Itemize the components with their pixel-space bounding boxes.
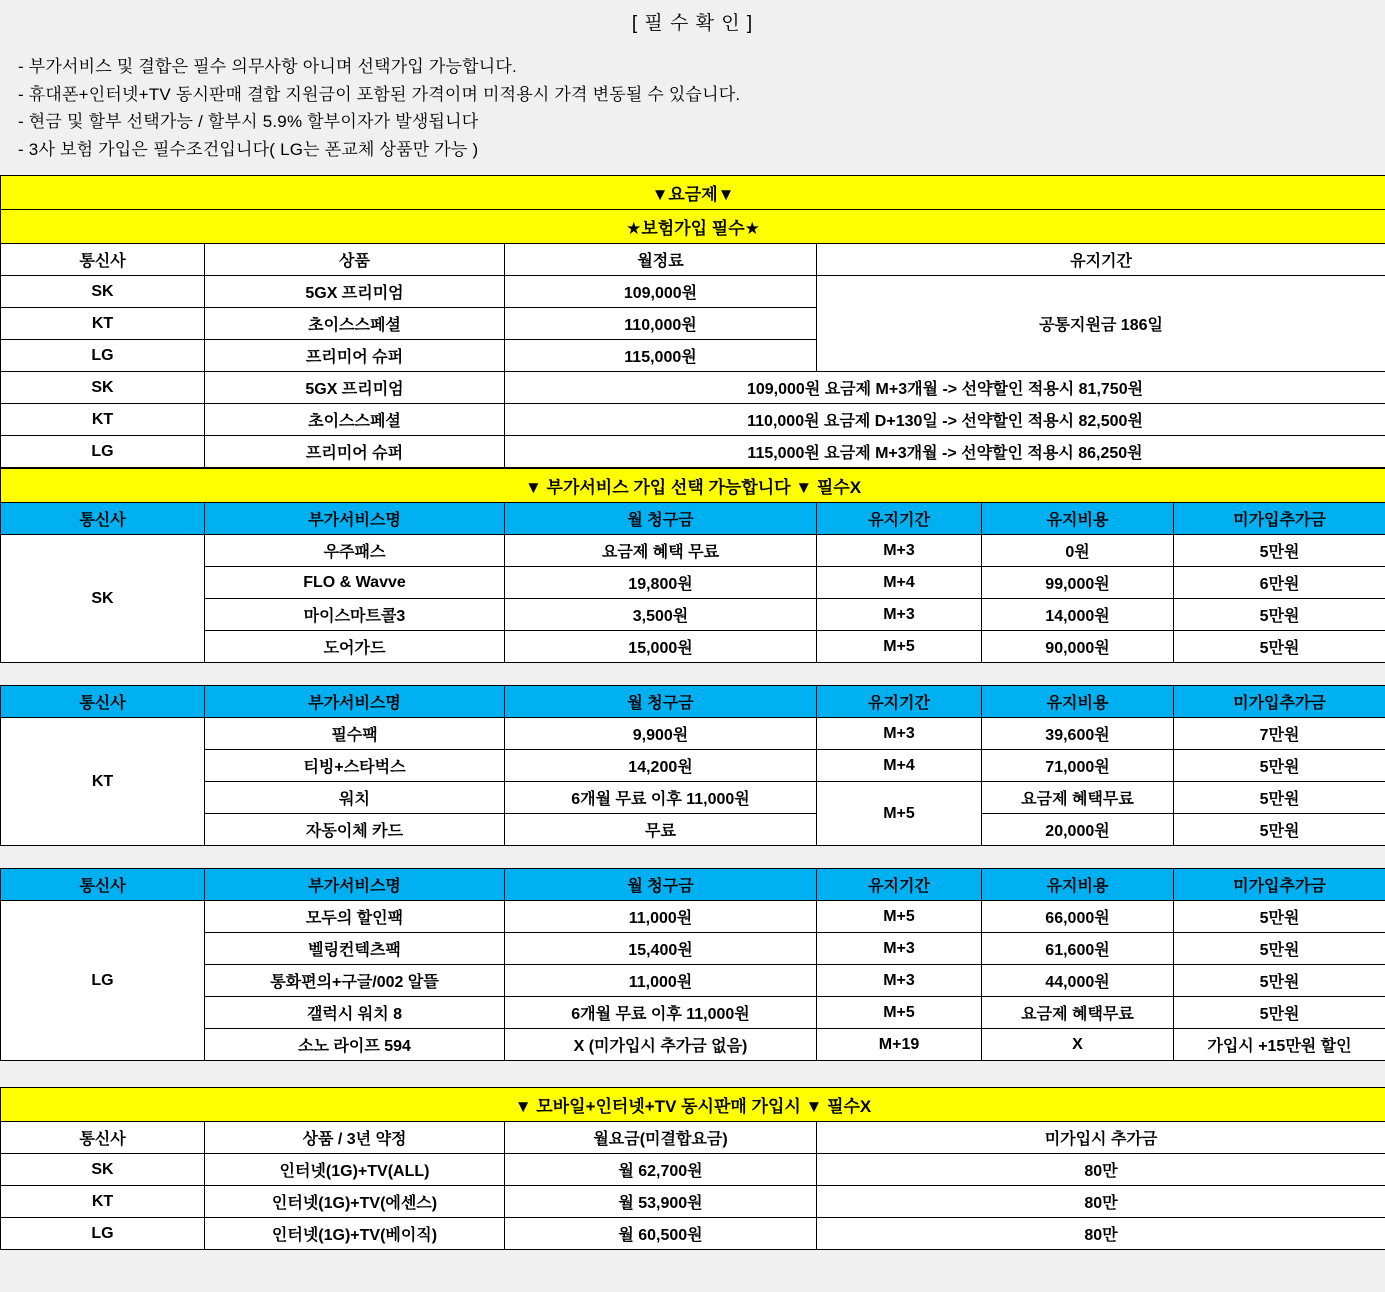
addon-bill: 요금제 혜택 무료 <box>505 535 817 567</box>
combo-header-monthly: 월요금(미결합요금) <box>505 1122 817 1154</box>
addon-penalty: 가입시 +15만원 할인 <box>1174 1029 1385 1061</box>
addon-name: 티빙+스타벅스 <box>205 750 505 782</box>
table-row <box>1 567 1385 599</box>
table-row <box>1 436 1385 468</box>
plan-detail-text: 110,000원 요금제 D+130일 -> 선약할인 적용시 82,500원 <box>505 404 1385 436</box>
notice-line: - 휴대폰+인터넷+TV 동시판매 결합 지원금이 포함된 가격이며 미적용시 가격 변동될 수 있습니다. <box>18 84 741 104</box>
combo-carrier: KT <box>1 1186 205 1218</box>
addon-cost: 71,000원 <box>982 750 1174 782</box>
addon-penalty: 5만원 <box>1174 997 1385 1029</box>
combo-header-product: 상품 / 3년 약정 <box>205 1122 505 1154</box>
addon-header-name: 부가서비스명 <box>205 503 505 535</box>
combo-carrier: LG <box>1 1218 205 1250</box>
addon-name: 모두의 할인팩 <box>205 901 505 933</box>
plan-header-period: 유지기간 <box>817 244 1385 276</box>
addon-banner: ▼ 부가서비스 가입 선택 가능합니다 ▼ 필수X <box>1 469 1385 503</box>
table-row <box>1 372 1385 404</box>
addon-cost: 20,000원 <box>982 814 1174 846</box>
addon-cost: 66,000원 <box>982 901 1174 933</box>
addon-bill: 6개월 무료 이후 11,000원 <box>505 997 817 1029</box>
addon-cost: 39,600원 <box>982 718 1174 750</box>
combo-carrier: SK <box>1 1154 205 1186</box>
plan-subbanner: ★보험가입 필수★ <box>1 210 1385 244</box>
addon-cost: 14,000원 <box>982 599 1174 631</box>
addon-bill: 14,200원 <box>505 750 817 782</box>
table-row <box>1 750 1385 782</box>
addon-header-bill: 월 청구금 <box>505 869 817 901</box>
plan-header-carrier: 통신사 <box>1 244 205 276</box>
plan-table <box>0 175 1385 468</box>
addon-lg-table <box>0 868 1385 1061</box>
addon-header-carrier: 통신사 <box>1 686 205 718</box>
addon-penalty: 5만원 <box>1174 965 1385 997</box>
addon-period: M+3 <box>817 718 982 750</box>
addon-penalty: 5만원 <box>1174 599 1385 631</box>
plan-detail-carrier: SK <box>1 372 205 404</box>
combo-monthly: 월 60,500원 <box>505 1218 817 1250</box>
plan-product: 5GX 프리미엄 <box>205 276 505 308</box>
addon-carrier: KT <box>1 718 205 846</box>
combo-table <box>0 1087 1385 1250</box>
addon-period: M+19 <box>817 1029 982 1061</box>
notice-list <box>0 45 1385 175</box>
addon-header-period: 유지기간 <box>817 686 982 718</box>
addon-period: M+3 <box>817 965 982 997</box>
addon-header-penalty: 미가입추가금 <box>1174 869 1385 901</box>
plan-detail-product: 5GX 프리미엄 <box>205 372 505 404</box>
addon-period: M+3 <box>817 535 982 567</box>
addon-name: 통화편의+구글/002 알뜰 <box>205 965 505 997</box>
addon-name: FLO & Wavve <box>205 567 505 599</box>
addon-name: 벨링컨텍츠팩 <box>205 933 505 965</box>
combo-product: 인터넷(1G)+TV(ALL) <box>205 1154 505 1186</box>
plan-detail-product: 프리미어 슈퍼 <box>205 436 505 468</box>
addon-header-period: 유지기간 <box>817 869 982 901</box>
addon-penalty: 5만원 <box>1174 535 1385 567</box>
addon-bill: 15,400원 <box>505 933 817 965</box>
addon-cost: 99,000원 <box>982 567 1174 599</box>
table-row <box>1 631 1385 663</box>
addon-sk-table <box>0 468 1385 663</box>
table-row <box>1 599 1385 631</box>
section-spacer <box>0 663 1385 685</box>
plan-header-product: 상품 <box>205 244 505 276</box>
addon-bill: 11,000원 <box>505 901 817 933</box>
addon-bill: 11,000원 <box>505 965 817 997</box>
addon-cost: 44,000원 <box>982 965 1174 997</box>
addon-name: 마이스마트콜3 <box>205 599 505 631</box>
addon-penalty: 5만원 <box>1174 901 1385 933</box>
addon-penalty: 5만원 <box>1174 814 1385 846</box>
plan-fee: 109,000원 <box>505 276 817 308</box>
notice-line: - 3사 보험 가입은 필수조건입니다( LG는 폰교체 상품만 가능 ) <box>18 139 479 159</box>
table-row <box>1 1154 1385 1186</box>
plan-carrier: LG <box>1 340 205 372</box>
addon-name: 자동이체 카드 <box>205 814 505 846</box>
addon-cost: 0원 <box>982 535 1174 567</box>
addon-cost: 요금제 혜택무료 <box>982 997 1174 1029</box>
plan-fee: 110,000원 <box>505 308 817 340</box>
addon-bill: 19,800원 <box>505 567 817 599</box>
plan-header-fee: 월정료 <box>505 244 817 276</box>
addon-cost: 90,000원 <box>982 631 1174 663</box>
addon-period: M+4 <box>817 750 982 782</box>
table-row <box>1 901 1385 933</box>
addon-name: 도어가드 <box>205 631 505 663</box>
plan-banner: ▼요금제▼ <box>1 176 1385 210</box>
table-row <box>1 718 1385 750</box>
combo-penalty: 80만 <box>817 1154 1385 1186</box>
combo-banner: ▼ 모바일+인터넷+TV 동시판매 가입시 ▼ 필수X <box>1 1088 1385 1122</box>
addon-period: M+5 <box>817 782 982 846</box>
section-spacer <box>0 1061 1385 1087</box>
addon-bill: 6개월 무료 이후 11,000원 <box>505 782 817 814</box>
addon-cost: X <box>982 1029 1174 1061</box>
addon-header-cost: 유지비용 <box>982 869 1174 901</box>
notice-line: - 현금 및 할부 선택가능 / 할부시 5.9% 할부이자가 발생됩니다 <box>18 112 479 132</box>
addon-carrier: SK <box>1 535 205 663</box>
plan-detail-carrier: LG <box>1 436 205 468</box>
table-row <box>1 1029 1385 1061</box>
plan-detail-carrier: KT <box>1 404 205 436</box>
addon-penalty: 5만원 <box>1174 782 1385 814</box>
plan-detail-text: 115,000원 요금제 M+3개월 -> 선약할인 적용시 86,250원 <box>505 436 1385 468</box>
addon-period: M+4 <box>817 567 982 599</box>
addon-bill: 무료 <box>505 814 817 846</box>
addon-name: 우주패스 <box>205 535 505 567</box>
combo-product: 인터넷(1G)+TV(에센스) <box>205 1186 505 1218</box>
table-row <box>1 276 1385 308</box>
page-title: [ 필 수 확 인 ] <box>631 13 754 34</box>
addon-header-carrier: 통신사 <box>1 503 205 535</box>
addon-name: 소노 라이프 594 <box>205 1029 505 1061</box>
plan-carrier: KT <box>1 308 205 340</box>
table-row <box>1 814 1385 846</box>
addon-header-carrier: 통신사 <box>1 869 205 901</box>
addon-penalty: 5만원 <box>1174 631 1385 663</box>
combo-penalty: 80만 <box>817 1186 1385 1218</box>
addon-header-period: 유지기간 <box>817 503 982 535</box>
addon-period: M+3 <box>817 599 982 631</box>
addon-header-bill: 월 청구금 <box>505 686 817 718</box>
combo-header-carrier: 통신사 <box>1 1122 205 1154</box>
table-row <box>1 1186 1385 1218</box>
addon-penalty: 7만원 <box>1174 718 1385 750</box>
table-row <box>1 535 1385 567</box>
addon-penalty: 5만원 <box>1174 933 1385 965</box>
plan-detail-text: 109,000원 요금제 M+3개월 -> 선약할인 적용시 81,750원 <box>505 372 1385 404</box>
addon-bill: 15,000원 <box>505 631 817 663</box>
addon-kt-table <box>0 685 1385 846</box>
combo-header-penalty: 미가입시 추가금 <box>817 1122 1385 1154</box>
table-row <box>1 404 1385 436</box>
addon-header-penalty: 미가입추가금 <box>1174 503 1385 535</box>
table-row <box>1 997 1385 1029</box>
combo-monthly: 월 53,900원 <box>505 1186 817 1218</box>
addon-period: M+3 <box>817 933 982 965</box>
addon-period: M+5 <box>817 997 982 1029</box>
addon-header-cost: 유지비용 <box>982 686 1174 718</box>
addon-carrier: LG <box>1 901 205 1061</box>
combo-monthly: 월 62,700원 <box>505 1154 817 1186</box>
addon-header-name: 부가서비스명 <box>205 686 505 718</box>
plan-carrier: SK <box>1 276 205 308</box>
addon-bill: 3,500원 <box>505 599 817 631</box>
table-row <box>1 965 1385 997</box>
addon-cost: 61,600원 <box>982 933 1174 965</box>
plan-merged-period: 공통지원금 186일 <box>817 276 1385 372</box>
table-row <box>1 782 1385 814</box>
addon-penalty: 5만원 <box>1174 750 1385 782</box>
plan-detail-product: 초이스스페셜 <box>205 404 505 436</box>
addon-header-bill: 월 청구금 <box>505 503 817 535</box>
addon-header-name: 부가서비스명 <box>205 869 505 901</box>
addon-header-penalty: 미가입추가금 <box>1174 686 1385 718</box>
plan-fee: 115,000원 <box>505 340 817 372</box>
addon-bill: 9,900원 <box>505 718 817 750</box>
combo-penalty: 80만 <box>817 1218 1385 1250</box>
addon-name: 갤럭시 워치 8 <box>205 997 505 1029</box>
addon-name: 워치 <box>205 782 505 814</box>
addon-bill: X (미가입시 추가금 없음) <box>505 1029 817 1061</box>
notice-line: - 부가서비스 및 결합은 필수 의무사항 아니며 선택가입 가능합니다. <box>18 57 517 76</box>
plan-product: 초이스스페셜 <box>205 308 505 340</box>
addon-period: M+5 <box>817 901 982 933</box>
addon-period: M+5 <box>817 631 982 663</box>
section-spacer <box>0 846 1385 868</box>
addon-header-cost: 유지비용 <box>982 503 1174 535</box>
table-row <box>1 1218 1385 1250</box>
table-row <box>1 933 1385 965</box>
addon-penalty: 6만원 <box>1174 567 1385 599</box>
addon-name: 필수팩 <box>205 718 505 750</box>
plan-product: 프리미어 슈퍼 <box>205 340 505 372</box>
combo-product: 인터넷(1G)+TV(베이직) <box>205 1218 505 1250</box>
addon-cost: 요금제 혜택무료 <box>982 782 1174 814</box>
